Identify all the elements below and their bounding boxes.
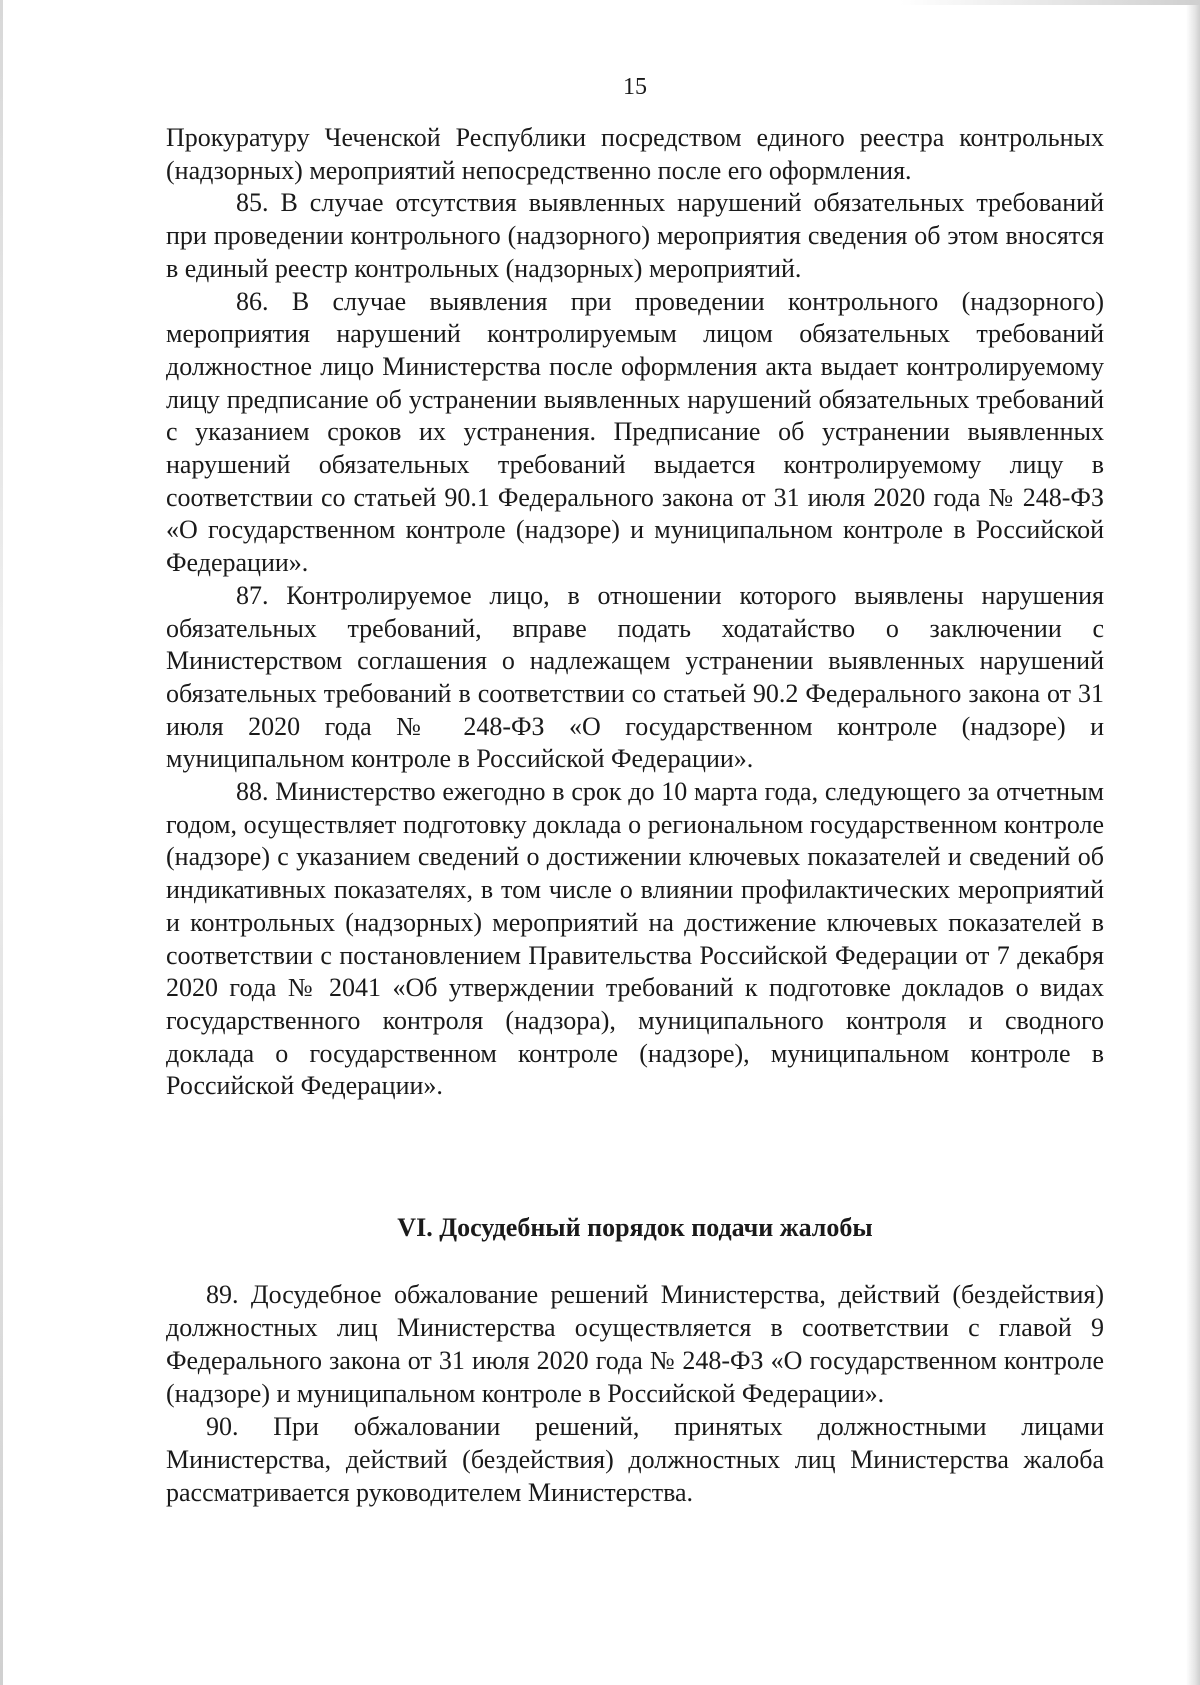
paragraph-86: 86. В случае выявления при проведении контрольного (надзорного) мероприятия нарушений контролируемым лицом обязательных требований должностное лицо Министерства после оформления акта выдает контролируемому лицу предписание об устранении выявленных нарушений обязательных требований с указанием сроков их устранения. Предписание об устранении выявленных нарушений обязательных требований выдается контролируемому лицу в соответствии со статьей 90.1 Федерального закона от 31 июля 2020 года № 248-ФЗ «О государственном контроле (надзоре) и муниципальном контроле в Российской Федерации». xyxy=(166,286,1104,578)
page-number: 15 xyxy=(623,74,647,100)
section-body xyxy=(166,1278,1104,1509)
paragraph-87: 87. Контролируемое лицо, в отношении которого выявлены нарушения обязательных требований, вправе подать ходатайство о заключении с Министерством соглашения о надлежащем устранении выявленных нарушений обязательных требований в соответствии со статьей 90.2 Федерального закона от 31 июля 2020 года № 248-ФЗ «О государственном контроле (надзоре) и муниципальном контроле в Российской Федерации». xyxy=(166,580,1104,774)
scan-edge-right xyxy=(1186,0,1200,1685)
scan-edge-left xyxy=(0,0,3,1685)
paragraph-88: 88. Министерство ежегодно в срок до 10 марта года, следующего за отчетным годом, осуществляет подготовку доклада о региональном государственном контроле (надзоре) с указанием сведений о достижении ключевых показателей и сведений об индикативных показателях, в том числе о влиянии профилактических мероприятий и контрольных (надзорных) мероприятий на достижение ключевых показателей в соответствии с постановлением Правительства Российской Федерации от 7 декабря 2020 года № 2041 «Об утверждении требований к подготовке докладов о видах государственного контроля (надзора), муниципального контроля и сводного доклада о государственном контроле (надзоре), муниципальном контроле в Российской Федерации». xyxy=(166,777,1104,1101)
section-title: VI. Досудебный порядок подачи жалобы xyxy=(397,1213,873,1242)
paragraph-90: 90. При обжаловании решений, принятых должностными лицами Министерства, действий (бездействия) должностных лиц Министерства жалоба рассматривается руководителем Министерства. xyxy=(166,1412,1104,1507)
body-text xyxy=(166,122,1104,1103)
scan-edge-top xyxy=(900,0,1200,5)
paragraph-85: 85. В случае отсутствия выявленных нарушений обязательных требований при проведении контрольного (надзорного) мероприятия сведения об этом вносятся в единый реестр контрольных (надзорных) мероприятий. xyxy=(166,188,1104,283)
paragraph-89: 89. Досудебное обжалование решений Министерства, действий (бездействия) должностных лиц Министерства осуществляется в соответствии с главой 9 Федерального закона от 31 июля 2020 года № 248-ФЗ «О государственном контроле (надзоре) и муниципальном контроле в Российской Федерации». xyxy=(166,1280,1104,1408)
paragraph-continuation: Прокуратуру Чеченской Республики посредством единого реестра контрольных (надзорных) мероприятий непосредственно после его оформления. xyxy=(166,123,1104,185)
